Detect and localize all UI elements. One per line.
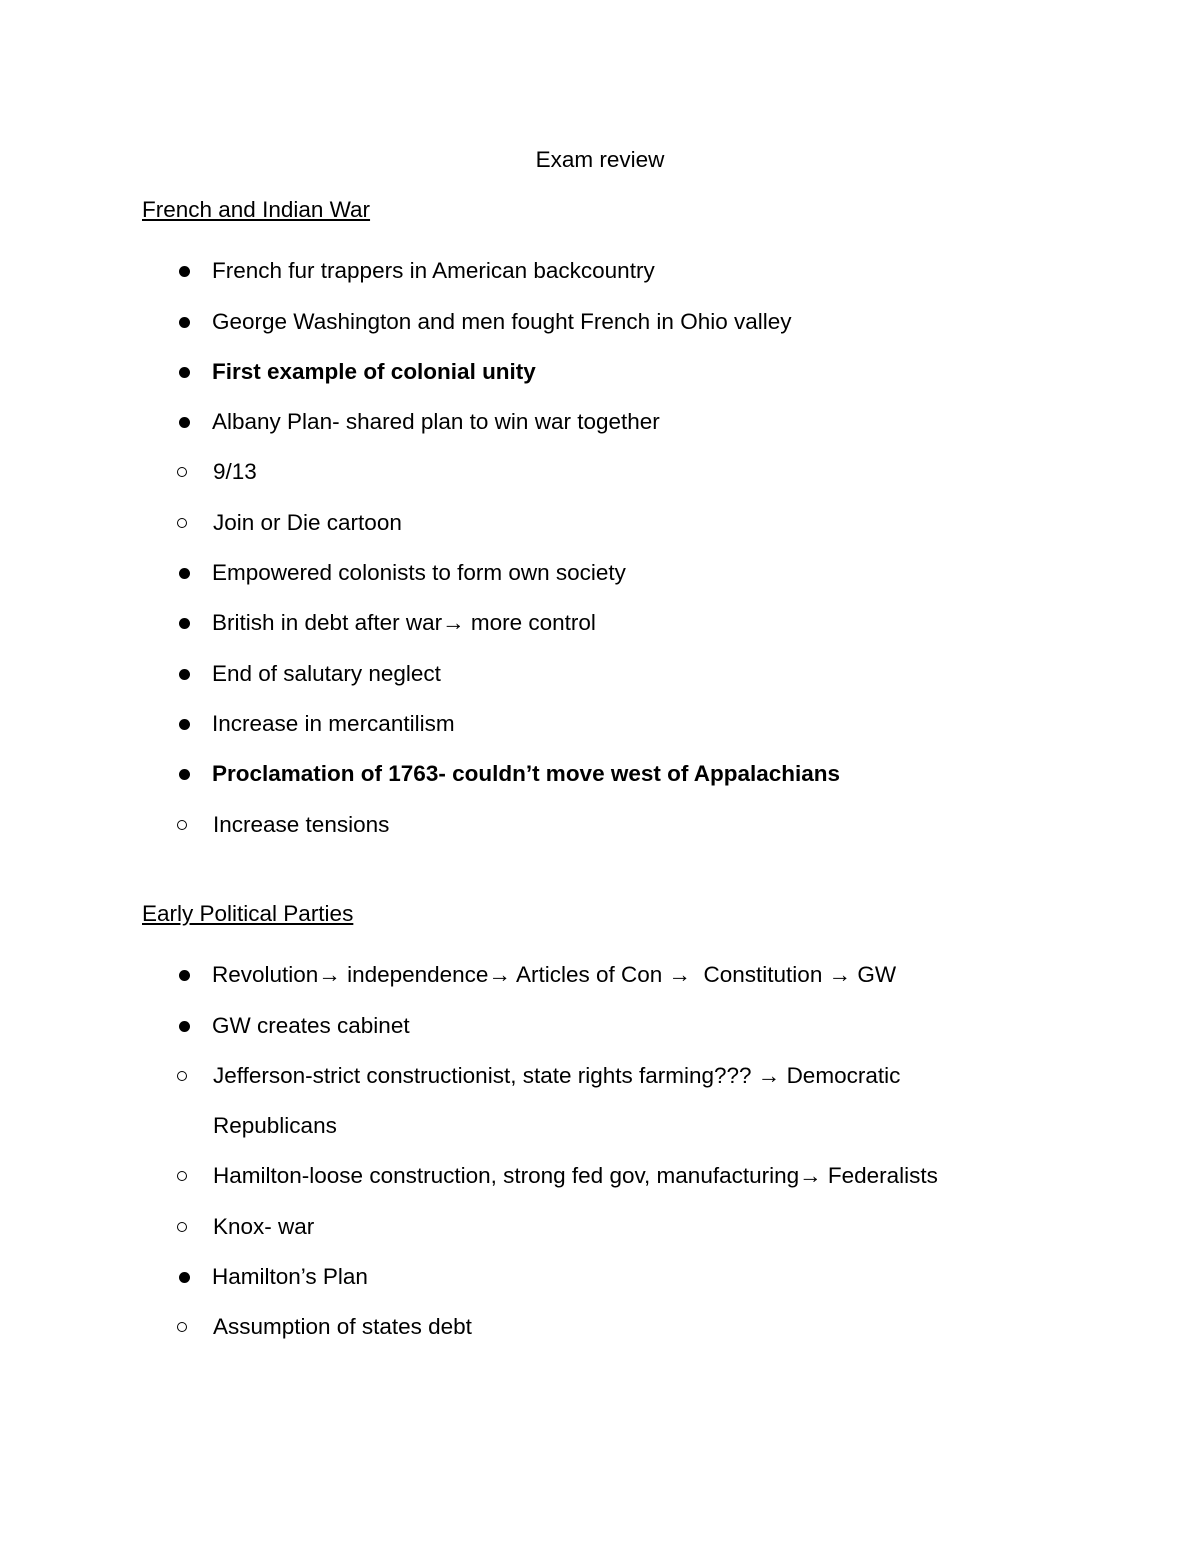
list-item-text: French fur trappers in American backcountry [212, 258, 655, 284]
list-item-text: GW creates cabinet [212, 1012, 410, 1038]
filled-bullet-icon [179, 1021, 190, 1032]
list-item-text: George Washington and men fought French in Ohio valley [212, 308, 792, 334]
filled-bullet-icon [179, 266, 190, 277]
list-item [142, 347, 1102, 397]
sub-list-item [142, 447, 983, 497]
list-item-text: Proclamation of 1763- couldn’t move west of Appalachians [212, 761, 841, 787]
list-item [142, 297, 1102, 347]
list-item [142, 548, 1102, 598]
page-title: Exam review [535, 147, 665, 172]
sub-list-item [142, 1202, 983, 1252]
filled-bullet-icon [179, 367, 190, 378]
filled-bullet-icon [179, 1272, 190, 1283]
section-early-political-parties [142, 900, 1102, 1353]
sub-list-item [142, 1051, 983, 1152]
section-french-and-indian-war [142, 196, 1102, 850]
list-item [142, 649, 1102, 699]
list-item [142, 749, 1102, 799]
sub-bullet-list [72, 800, 1102, 850]
list-item-text: Increase in mercantilism [212, 710, 455, 736]
list-item [142, 397, 1102, 447]
bullet-list [142, 950, 1102, 1352]
sub-bullet-list [72, 1051, 1102, 1252]
filled-bullet-icon [179, 769, 190, 780]
sub-list-item-text: Assumption of states debt [213, 1314, 472, 1340]
list-item-text: First example of colonial unity [212, 358, 536, 384]
list-item [142, 246, 1102, 296]
list-item [142, 950, 1102, 1000]
hollow-bullet-icon [177, 1222, 187, 1232]
hollow-bullet-icon [177, 518, 187, 528]
section-heading: Early Political Parties [142, 901, 354, 926]
sub-list-item-text: Jefferson-strict constructionist, state rights farming??? → Democratic Republicans [213, 1062, 907, 1139]
list-item [142, 699, 1102, 749]
sub-list-item [142, 1151, 983, 1201]
filled-bullet-icon [179, 417, 190, 428]
sub-list-item-text: Knox- war [213, 1213, 315, 1239]
filled-bullet-icon [179, 568, 190, 579]
hollow-bullet-icon [177, 1322, 187, 1332]
list-item-text: British in debt after war→ more control [212, 610, 596, 636]
filled-bullet-icon [179, 618, 190, 629]
sub-list-item-text: Join or Die cartoon [213, 509, 402, 535]
section-heading: French and Indian War [142, 197, 371, 222]
list-item [142, 598, 1102, 648]
list-item [142, 1252, 1102, 1302]
list-item-text: Albany Plan- shared plan to win war together [212, 409, 660, 435]
sub-list-item-text: 9/13 [213, 459, 257, 485]
sub-bullet-list [72, 447, 1102, 548]
list-item-text: End of salutary neglect [212, 660, 441, 686]
sub-list-item [142, 1302, 983, 1352]
filled-bullet-icon [179, 970, 190, 981]
hollow-bullet-icon [177, 467, 187, 477]
hollow-bullet-icon [177, 1171, 187, 1181]
sub-list-item-text: Increase tensions [213, 811, 390, 837]
filled-bullet-icon [179, 669, 190, 680]
list-item-text: Revolution→ independence→ Articles of Con → Constitution → GW [212, 962, 897, 988]
list-item-text: Hamilton’s Plan [212, 1264, 368, 1290]
sub-list-item [142, 800, 983, 850]
sub-bullet-list [72, 1302, 1102, 1352]
filled-bullet-icon [179, 317, 190, 328]
list-item [142, 1001, 1102, 1051]
list-item-text: Empowered colonists to form own society [212, 560, 626, 586]
sub-list-item-text: Hamilton-loose construction, strong fed gov, manufacturing→ Federalists [213, 1163, 938, 1189]
filled-bullet-icon [179, 719, 190, 730]
bullet-list [142, 246, 1102, 850]
hollow-bullet-icon [177, 1071, 187, 1081]
hollow-bullet-icon [177, 820, 187, 830]
sub-list-item [142, 498, 983, 548]
